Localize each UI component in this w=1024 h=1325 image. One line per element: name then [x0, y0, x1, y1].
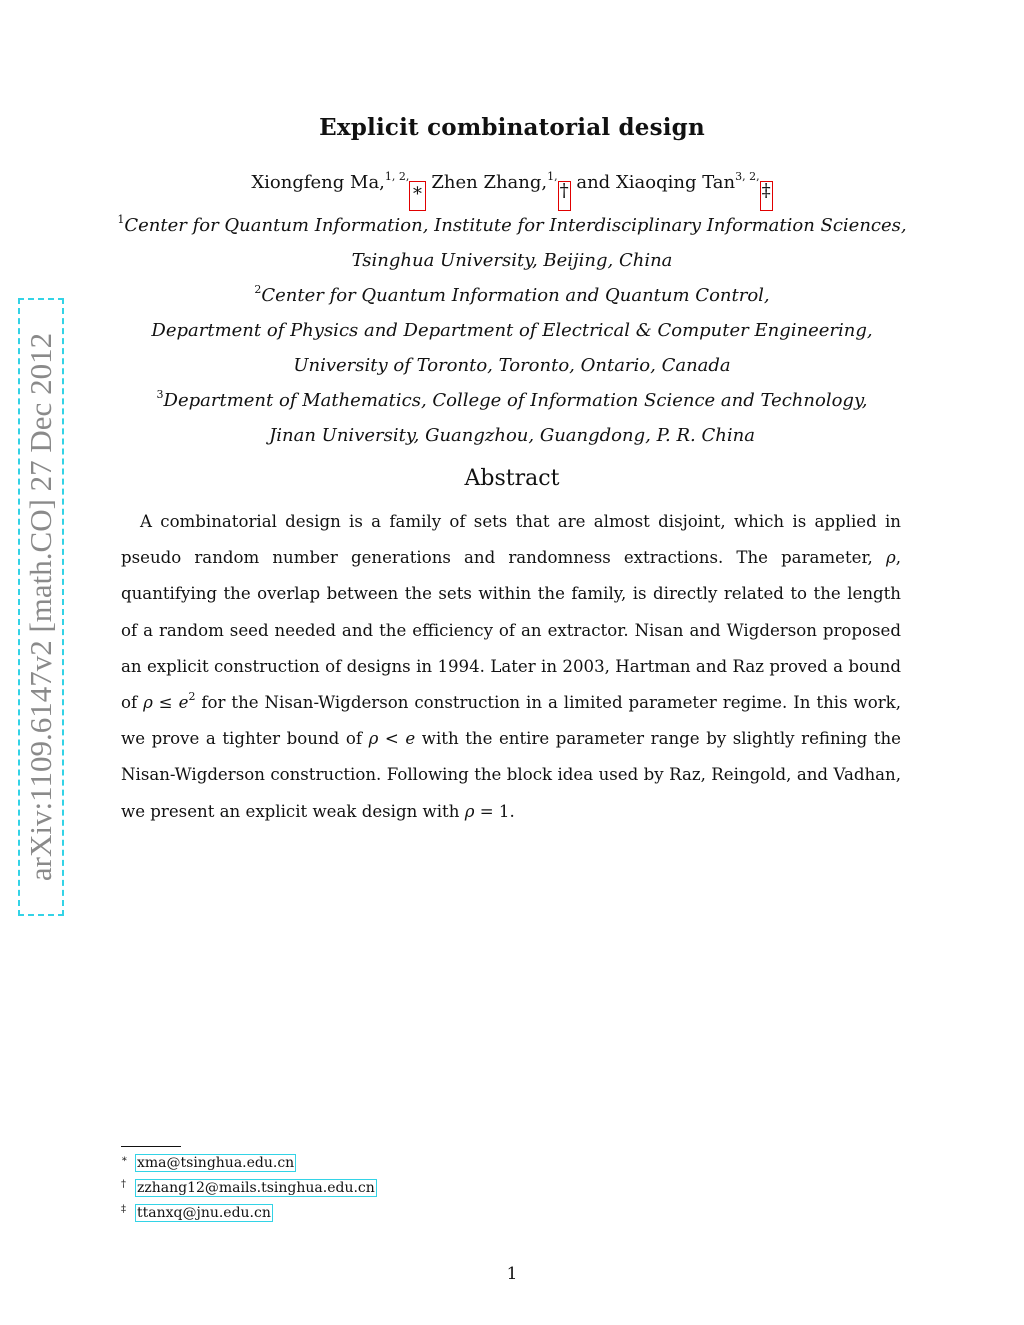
math-superscript: 2 [188, 690, 196, 704]
abstract-text: A combinatorial design is a family of sets that are almost disjoint, which is applied in pseudo random number generations and randomness extractions. The parameter, [121, 512, 901, 568]
affiliation-sup: 1 [117, 213, 125, 226]
affiliation-line [0, 285, 1024, 306]
author-affiliation-sup: 1, [547, 170, 558, 183]
author-name: Xiaoqing Tan [615, 172, 736, 193]
footnote-link-1[interactable]: ∗ [409, 181, 425, 211]
math-bound-e: ρ < e [368, 729, 416, 749]
page-number: 1 [506, 1264, 518, 1284]
arxiv-stamp-text[interactable]: arXiv:1109.6147v2 [math.CO] 27 Dec 2012 [23, 332, 58, 882]
authors-conjunction: and [576, 172, 611, 193]
author-affiliation-sup: 3, 2, [735, 170, 760, 183]
abstract-text: , quantifying the overlap between the sets within the family, is directly related to the length of a random seed needed and the efficiency of an extractor. Nisan and Wigderson proposed an explicit construction of designs in 1994. Later in 2003, Hartman and Raz proved a bound of [121, 548, 901, 713]
abstract-text: with the entire parameter range by slightly refining the Nisan-Wigderson construction. Following the block idea used by Raz, Reingold, and Vadhan, we present an explicit weak design with [121, 729, 902, 821]
footnote-link-2[interactable]: † [558, 181, 571, 211]
affiliation-sup: 3 [156, 388, 164, 401]
paper-title: Explicit combinatorial design [319, 114, 705, 141]
author-line [0, 172, 1024, 211]
abstract-text: for the Nisan-Wigderson construction in a limited parameter regime. In this work, we prove a tighter bound of [121, 693, 901, 749]
email-link[interactable]: ttanxq@jnu.edu.cn [137, 1205, 271, 1221]
abstract-text: = 1. [474, 801, 515, 821]
footnote-mark: ∗ [121, 1154, 128, 1165]
affiliation-sup: 2 [254, 283, 262, 296]
footnote-mark: ‡ [121, 1204, 126, 1215]
abstract-heading: Abstract [464, 466, 560, 491]
footnote [121, 1179, 377, 1196]
affiliation-line [0, 390, 1024, 411]
author-affiliation-sup: 1, 2, [384, 170, 410, 183]
email-link[interactable]: xma@tsinghua.edu.cn [137, 1155, 295, 1171]
affiliation-line: Tsinghua University, Beijing, China [351, 250, 673, 271]
math-bound-e-squared: ρ ≤ e [143, 693, 189, 713]
affiliation-line [0, 215, 1024, 236]
affiliation-text: Department of Mathematics, College of Information Science and Technology, [163, 390, 868, 411]
footnote-rule [121, 1146, 181, 1147]
affiliation-line: Jinan University, Guangzhou, Guangdong, P. R. China [269, 425, 755, 446]
footnote-mark: † [121, 1179, 126, 1190]
footnote [121, 1154, 296, 1171]
email-link[interactable]: zzhang12@mails.tsinghua.edu.cn [137, 1180, 375, 1196]
math-rho: ρ [885, 548, 896, 568]
footnote [121, 1204, 273, 1221]
abstract-body [121, 504, 901, 830]
affiliation-line: Department of Physics and Department of Electrical & Computer Engineering, [151, 320, 873, 341]
affiliation-text: Center for Quantum Information, Institute for Interdisciplinary Information Sciences, [124, 215, 907, 236]
affiliation-text: Center for Quantum Information and Quantum Control, [261, 285, 770, 306]
math-rho: ρ [464, 801, 475, 821]
author-name: Zhen Zhang, [431, 172, 548, 193]
affiliation-line: University of Toronto, Toronto, Ontario, Canada [293, 355, 731, 376]
footnote-link-3[interactable]: ‡ [760, 181, 773, 211]
author-name: Xiongfeng Ma, [251, 172, 385, 193]
